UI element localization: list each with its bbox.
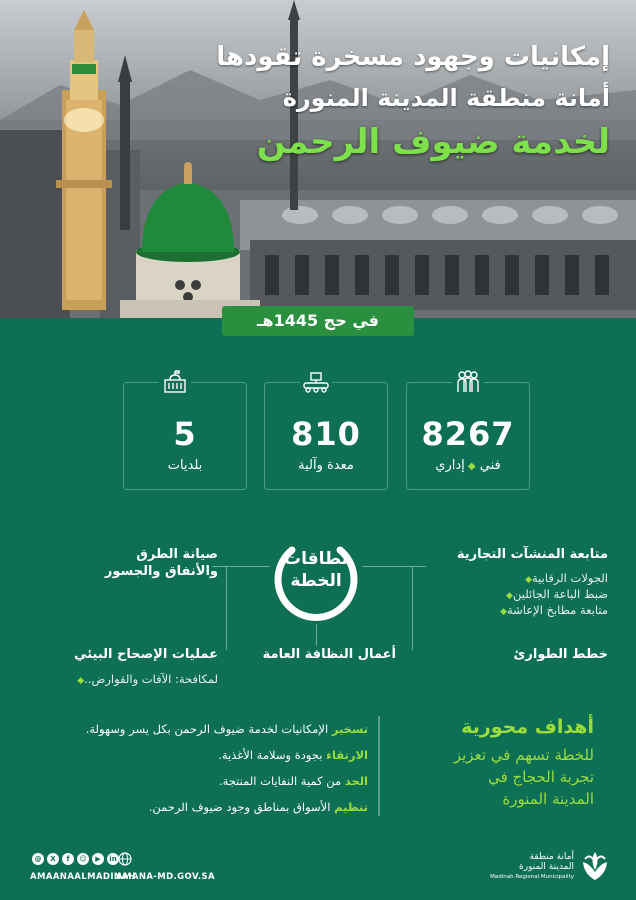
goal-item <box>86 722 368 736</box>
scope-sub-text: الجولات الرقابية <box>532 571 608 585</box>
scope-public-cleaning: أعمال النظافة العامة <box>262 647 396 662</box>
hajj-year-banner: في حج 1445هـ <box>222 306 414 336</box>
snapchat-icon[interactable]: ☺ <box>77 853 89 865</box>
plan-scopes-title <box>270 548 362 592</box>
stat-card-municipalities <box>123 382 247 490</box>
hero-photo <box>0 0 636 318</box>
goal-keyword: الحد <box>344 774 368 788</box>
goals-subtitle-line: للخطة تسهم في تعزيز <box>453 746 594 764</box>
goal-text: بجودة وسلامة الأغذية. <box>218 748 327 762</box>
scope-roads-maintenance-2: والأنفاق والجسور <box>104 564 218 579</box>
stat-value: 8267 <box>421 415 515 453</box>
stat-value: 5 <box>173 415 197 453</box>
facebook-icon[interactable]: f <box>62 853 74 865</box>
goals-subtitle-line: تجربة الحجاج في <box>488 768 594 786</box>
municipality-building-icon <box>159 368 191 396</box>
stat-label: بلديات <box>167 458 203 473</box>
scope-sub-item <box>73 672 218 686</box>
stat-card-staff <box>406 382 530 490</box>
scope-sub-text: متابعة مطابخ الإعاشة <box>506 603 608 617</box>
madinah-municipality-logo-icon <box>580 850 610 882</box>
x-icon[interactable]: X <box>47 853 59 865</box>
connector-line <box>316 624 317 646</box>
stat-value: 810 <box>291 415 361 453</box>
scope-sub-item <box>502 587 608 601</box>
connector-line <box>362 566 412 567</box>
goals-title: أهداف محورية <box>461 716 594 738</box>
goal-item <box>218 748 368 762</box>
scope-emergency-plans: خطط الطوارئ <box>513 647 608 662</box>
logo-text-ar-2: المدينة المنورة <box>519 862 574 872</box>
hero-title-line-3: لخدمة ضيوف الرحمن <box>256 122 610 162</box>
bullet-icon: ◆ <box>77 676 85 686</box>
globe-icon <box>118 852 132 866</box>
logo-text <box>490 852 574 882</box>
goal-item <box>149 800 368 814</box>
goal-keyword: الارتقاء <box>326 748 368 762</box>
bullet-icon: ◆ <box>464 461 476 472</box>
stat-label: معدة وآلية <box>298 458 354 473</box>
goal-text: من كمية النفايات المنتجة. <box>218 774 345 788</box>
website-link[interactable]: AMANA-MD.GOV.SA <box>116 872 215 882</box>
social-icons <box>32 853 119 865</box>
stat-label <box>407 458 529 473</box>
scope-roads-maintenance: صيانة الطرق <box>136 547 218 562</box>
bullet-icon: ◆ <box>506 591 513 601</box>
scope-sub-item <box>496 603 608 617</box>
scope-environmental-sanitation: عمليات الإصحاح البيئي <box>74 647 218 662</box>
goal-keyword: تسخير <box>331 722 368 736</box>
machinery-icon <box>300 368 332 396</box>
bullet-icon: ◆ <box>525 575 532 585</box>
connector-line <box>412 566 413 650</box>
goals-subtitle-line: المدينة المنورة <box>502 790 594 808</box>
connector-line <box>212 566 270 567</box>
goal-text: الأسواق بمناطق وجود ضيوف الرحمن. <box>148 800 335 814</box>
connector-line <box>412 566 426 567</box>
youtube-icon[interactable]: ▶ <box>92 853 104 865</box>
stat-card-equipment <box>264 382 388 490</box>
scope-sub-item <box>521 571 608 585</box>
stat-label-part: فني <box>479 458 501 473</box>
linkedin-icon[interactable]: in <box>107 853 119 865</box>
goal-text: الإمكانيات لخدمة ضيوف الرحمن بكل يسر وسهولة. <box>85 722 332 736</box>
stat-label-part: إداري <box>435 458 465 473</box>
threads-icon[interactable]: @ <box>32 853 44 865</box>
workers-icon <box>452 368 484 396</box>
goal-keyword: تنظيم <box>334 800 368 814</box>
scope-commercial-monitoring: متابعة المنشآت التجارية <box>456 547 608 562</box>
scope-sub-text: لمكافحة: الآفات والقوارض.. <box>84 672 218 686</box>
logo-text-ar-1: أمانة منطقة <box>529 852 574 862</box>
ring-title-line-1: نطاقات <box>284 549 348 569</box>
ring-title-line-2: الخطة <box>290 571 342 591</box>
goals-divider <box>378 716 380 816</box>
social-handle[interactable]: AMAANAALMADINAH <box>30 872 136 882</box>
scope-sub-text: ضبط الباعة الجائلين <box>512 587 608 601</box>
goal-item <box>219 774 368 788</box>
hero-title-line-1: إمكانيات وجهود مسخرة تقودها <box>216 42 610 72</box>
bullet-icon: ◆ <box>500 607 507 617</box>
logo-text-en: Madinah Regional Municipality <box>490 874 574 880</box>
hero-title-line-2: أمانة منطقة المدينة المنورة <box>282 84 610 112</box>
connector-line <box>226 566 227 650</box>
